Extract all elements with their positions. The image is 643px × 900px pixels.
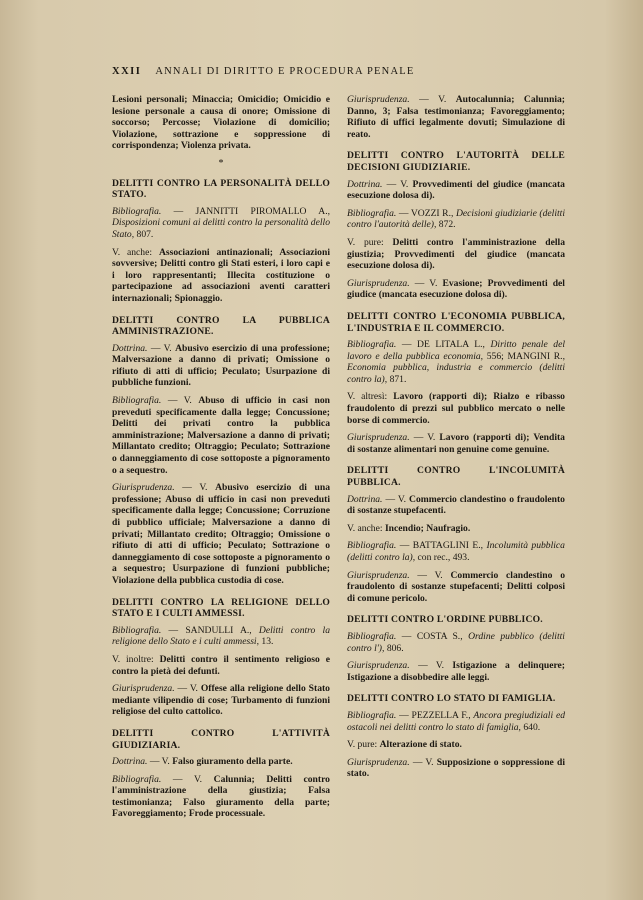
see-also-entry: V. inoltre: Delitti contro il sentimento religioso e contro la pietà dei defunti. xyxy=(112,653,330,677)
case-law-entry: Giurisprudenza. — V. Supposizione o soppressione di stato. xyxy=(347,756,565,780)
see-also-entry: V. altresì: Lavoro (rapporti di); Rialzo e ribasso fraudolento di prezzi sul pubblico mercato o nelle borse di commercio. xyxy=(347,391,565,426)
case-law-entry: Giurisprudenza. — V. Offese alla religione dello Stato mediante vilipendio di cose; Turbamento di funzioni religiose del culto cattolico. xyxy=(112,683,330,718)
doctrine-entry: Dottrina. — V. Abusivo esercizio di una professione; Malversazione a danno di privati; Omissione o rifiuto di atti di ufficio; Peculato; Usurpazione di pubbliche funzioni. xyxy=(112,342,330,389)
see-also-entry: V. anche: Incendio; Naufragio. xyxy=(347,522,471,534)
bibliography-entry: Bibliografia. — DE LITALA L., Diritto penale del lavoro e della pubblica economia, 556; MANGINI R., Economia pubblica, industria e commercio (delitti contro la), 871. xyxy=(347,339,565,385)
bibliography-entry: Bibliografia. — VOZZI R., Decisioni giudiziarie (delitti contro l'autorità delle), 872. xyxy=(347,207,565,231)
bibliography-entry: Bibliografia. — SANDULLI A., Delitti contro la religione dello Stato e i culti ammessi, 13. xyxy=(112,624,331,648)
section-heading: DELITTI CONTRO L'ATTIVITÀ GIUDIZIARIA. xyxy=(112,727,330,751)
running-header xyxy=(112,66,532,77)
bibliography-entry: Bibliografia. — BATTAGLINI E., Incolumità pubblica (delitti contro la), con rec., 493. xyxy=(347,540,565,563)
section-heading: DELITTI CONTRO L'ORDINE PUBBLICO. xyxy=(347,614,543,626)
bibliography-entry: Bibliografia. — COSTA S., Ordine pubblico (delitti contro l'), 806. xyxy=(347,630,565,654)
section-heading: DELITTI CONTRO LA RELIGIONE DELLO STATO E I CULTI AMMESSI. xyxy=(112,596,330,620)
see-also-entry: V. pure: Alterazione di stato. xyxy=(347,739,462,751)
section-heading: DELITTI CONTRO LA PERSONALITÀ DELLO STATO. xyxy=(112,177,330,201)
section-heading: DELITTI CONTRO L'ECONOMIA PUBBLICA, L'INDUSTRIA E IL COMMERCIO. xyxy=(347,310,565,334)
section-heading: DELITTI CONTRO LA PUBBLICA AMMINISTRAZIONE. xyxy=(112,314,330,338)
continued-entries: Lesioni personali; Minaccia; Omicidio; Omicidio e lesione personale a causa di onore; Omissione di soccorso; Percosse; Violazione di domicilio; Violazione, sottrazione e soppressione di corrispondenza; Violenza privata. xyxy=(112,94,330,152)
see-also-entry: V. anche: Associazioni antinazionali; Associazioni sovversive; Delitti contro gli Stati esteri, i loro capi e i loro rappresentanti; Illecita costituzione o partecipazione ad associazioni aventi caratteri internazionali; Spionaggio. xyxy=(112,246,330,304)
page-number: XXII xyxy=(112,66,142,77)
section-divider: * xyxy=(218,157,224,169)
section-heading: DELITTI CONTRO LO STATO DI FAMIGLIA. xyxy=(347,693,556,705)
see-also-entry: V. pure: Delitti contro l'amministrazione della giustizia; Provvedimenti del giudice (mancata esecuzione dolosa di). xyxy=(347,236,565,272)
left-column xyxy=(112,94,330,826)
section-heading: DELITTI CONTRO L'AUTORITÀ DELLE DECISIONI GIUDIZIARIE. xyxy=(347,150,565,173)
bibliography-entry: Bibliografia. — JANNITTI PIROMALLO A., Disposizioni comuni ai delitti contro la personalità dello Stato, 807. xyxy=(112,205,330,240)
case-law-entry: Giurisprudenza. — V. Autocalunnia; Calunnia; Danno, 3; Falsa testimonianza; Favoreggiamento; Rifiuto di uffici legalmente dovuti; Simulazione di reato. xyxy=(347,94,565,140)
doctrine-entry: Dottrina. — V. Falso giuramento della parte. xyxy=(112,756,293,768)
case-law-entry: Giurisprudenza. — V. Lavoro (rapporti di); Vendita di sostanze alimentari non genuine come genuine. xyxy=(347,432,565,455)
bibliography-entry: Bibliografia. — PEZZELLA F., Ancora pregiudiziali ed ostacoli nei delitti contro lo stato di famiglia, 640. xyxy=(347,709,565,733)
case-law-entry: Giurisprudenza. — V. Evasione; Provvedimenti del giudice (mancata esecuzione dolosa di). xyxy=(347,277,565,301)
case-law-entry: Giurisprudenza. — V. Abusivo esercizio di una professione; Abuso di ufficio in casi non preveduti specificamente dalla legge; Concussione; Corruzione di pubblico ufficiale; Malversazione a danno di privati; Millantato credito; Oltraggio; Omissione o rifiuto di atti di ufficio; Peculato; Sottrazione o danneggiamento di cose sottoposte a pignoramento o a sequestro; Usurpazione di funzioni pubbliche; Violazione della pubblica custodia di cose. xyxy=(112,482,330,586)
case-law-entry: Giurisprudenza. — V. Istigazione a delinquere; Istigazione a disobbedire alle leggi. xyxy=(347,660,565,683)
doctrine-entry: Dottrina. — V. Provvedimenti del giudice (mancata esecuzione dolosa di). xyxy=(347,178,565,202)
bibliography-entry: Bibliografia. — V. Calunnia; Delitti contro l'amministrazione della giustizia; Falsa testimonianza; Falso giuramento della parte; Favoreggiamento; Frode processuale. xyxy=(112,773,330,820)
doctrine-entry: Dottrina. — V. Commercio clandestino o fraudolento di sostanze stupefacenti. xyxy=(347,493,565,517)
bibliography-entry: Bibliografia. — V. Abuso di ufficio in casi non preveduti specificamente dalla legge; Concussione; Delitti dei privati contro la pubblica amministrazione; Malversazione a danno di privati; Millantato credito; Oltraggio; Peculato; Sottrazione o danneggiamento di cose sottoposte a pignoramento o a sequestro. xyxy=(112,395,330,476)
section-heading: DELITTI CONTRO L'INCOLUMITÀ PUBBLICA. xyxy=(347,465,565,489)
right-column xyxy=(347,94,565,786)
case-law-entry: Giurisprudenza. — V. Commercio clandestino o fraudolento di sostanze stupefacenti; Delitti colposi di comune pericolo. xyxy=(347,569,565,604)
journal-title: ANNALI DI DIRITTO E PROCEDURA PENALE xyxy=(155,66,415,77)
